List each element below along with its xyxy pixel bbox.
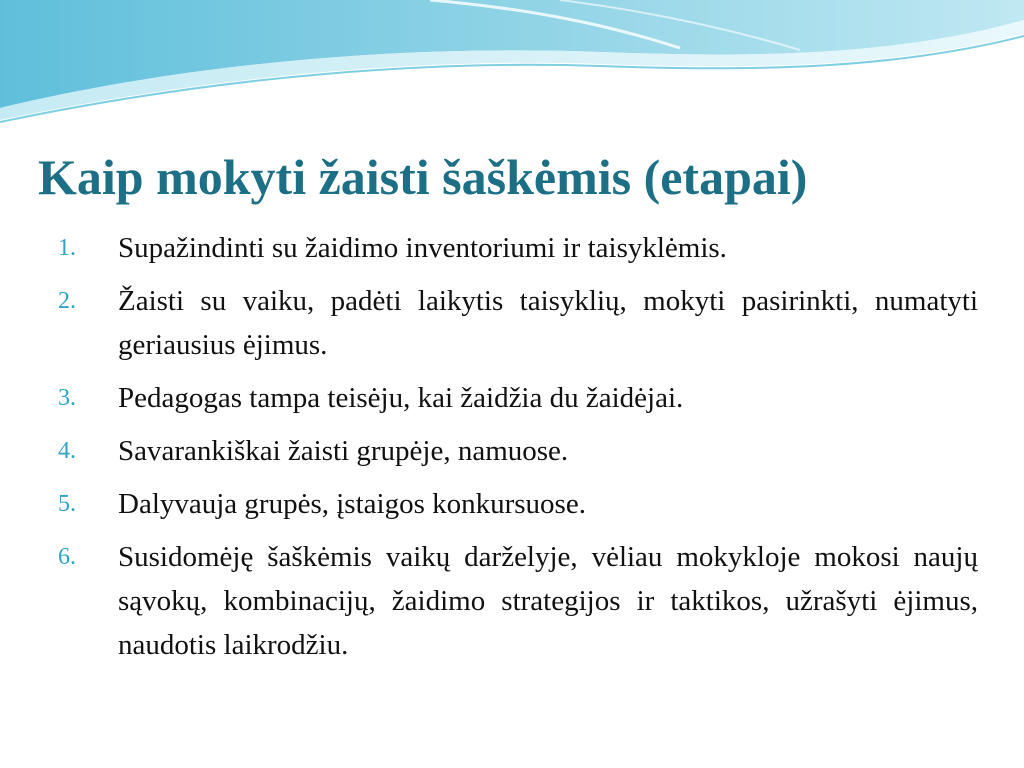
steps-list	[58, 226, 978, 676]
step-4	[58, 429, 978, 473]
slide-title: Kaip mokyti žaisti šaškėmis (etapai)	[38, 149, 808, 205]
step-number: 5.	[58, 491, 76, 517]
step-1	[58, 226, 978, 270]
step-text: Pedagogas tampa teisėju, kai žaidžia du žaidėjai.	[118, 382, 684, 414]
decorative-wave-header	[0, 0, 1024, 130]
step-2	[58, 279, 978, 367]
step-text: Supažindinti su žaidimo inventoriumi ir taisyklėmis.	[118, 232, 727, 264]
step-text: Dalyvauja grupės, įstaigos konkursuose.	[118, 488, 586, 520]
step-number: 3.	[58, 385, 76, 411]
step-number: 4.	[58, 438, 76, 464]
step-number: 2.	[58, 288, 76, 314]
step-5	[58, 482, 978, 526]
step-text: Savarankiškai žaisti grupėje, namuose.	[118, 435, 569, 467]
step-text: Žaisti su vaiku, padėti laikytis taisyklių, mokyti pasirinkti, numatyti geriausius ėjimus.	[118, 285, 978, 361]
step-number: 1.	[58, 235, 76, 261]
step-6	[58, 535, 978, 667]
step-3	[58, 376, 978, 420]
step-text: Susidomėję šaškėmis vaikų darželyje, vėliau mokykloje mokosi naujų sąvokų, kombinacijų, žaidimo strategijos ir taktikos, užrašyti ėjimus, naudotis laikrodžiu.	[118, 541, 978, 661]
step-number: 6.	[58, 544, 76, 570]
